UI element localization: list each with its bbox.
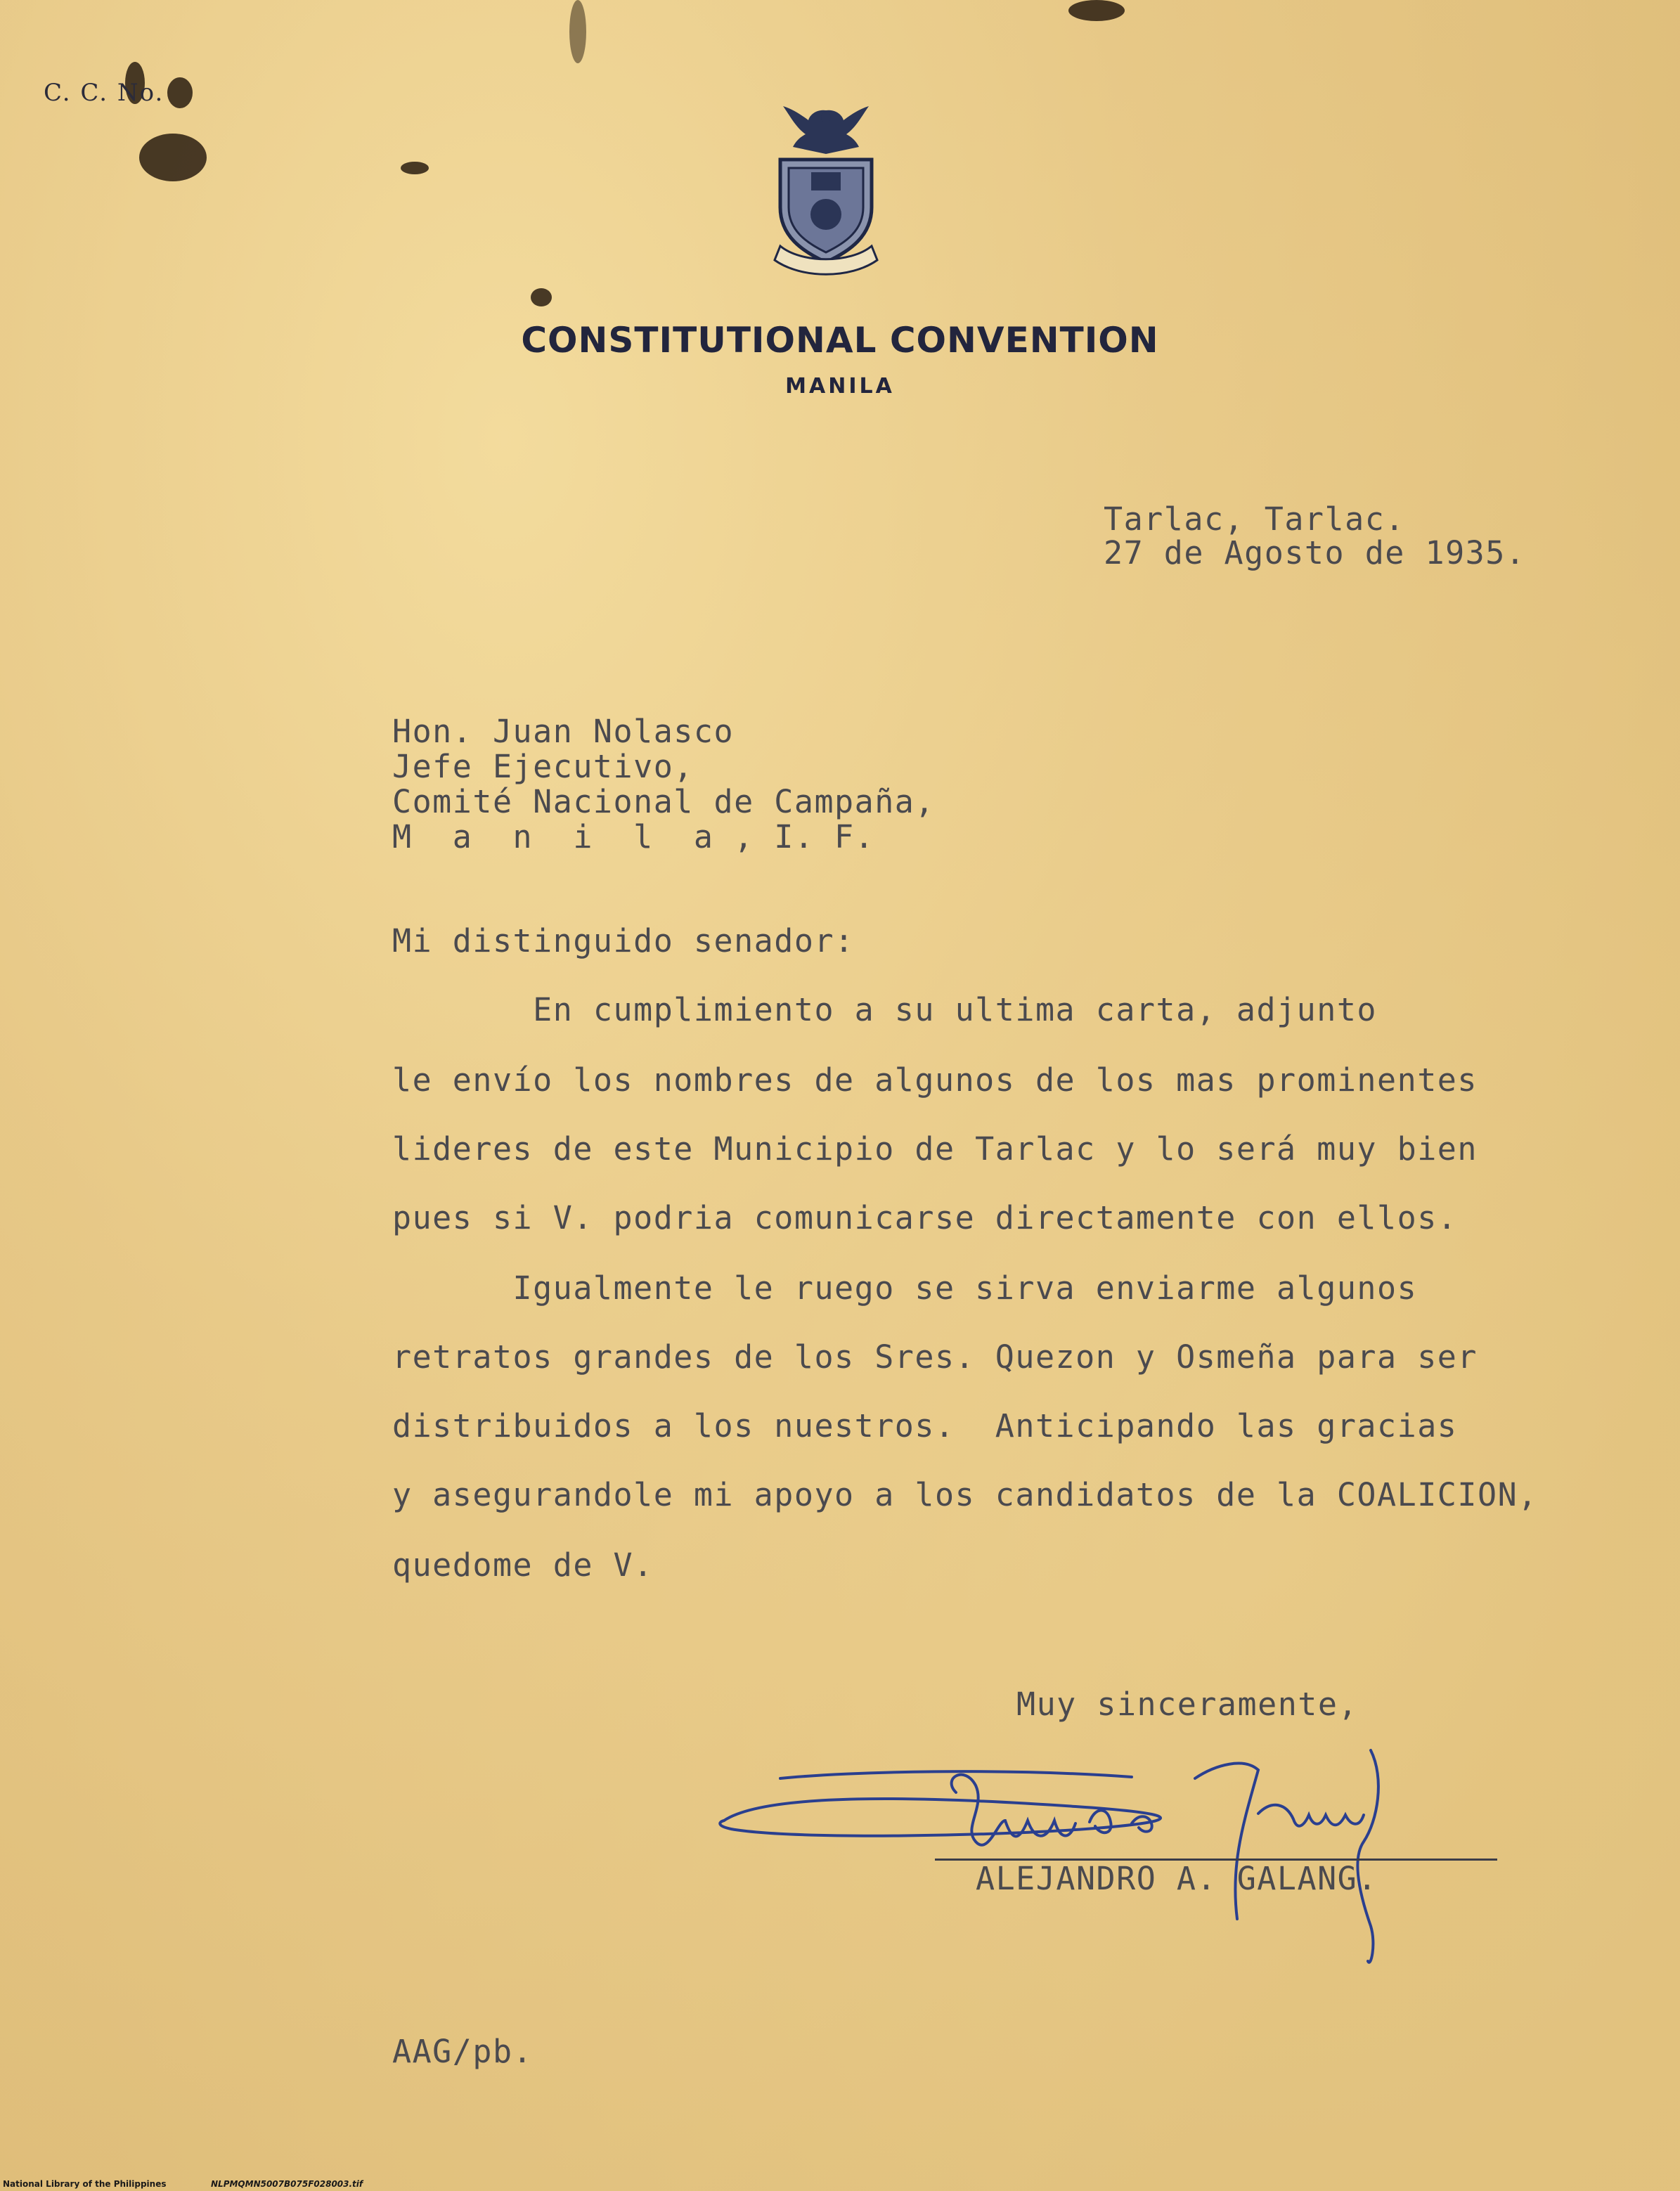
body-line: lideres de este Municipio de Tarlac y lo será muy bien xyxy=(392,1130,1478,1168)
ink-stain xyxy=(569,0,586,63)
ink-stain xyxy=(139,134,207,181)
body-line: Igualmente le ruego se sirva enviarme algunos xyxy=(392,1269,1418,1307)
body-line: pues si V. podria comunicarse directamente con ellos. xyxy=(392,1199,1458,1236)
handwritten-signature xyxy=(710,1736,1497,1968)
body-line: quedome de V. xyxy=(392,1546,654,1584)
seal-emblem-icon xyxy=(759,102,893,281)
signatory-name: ALEJANDRO A. GALANG. xyxy=(976,1860,1378,1897)
archive-library-label: National Library of the Philippines xyxy=(3,2179,167,2189)
cc-number-label: C. C. No. xyxy=(44,79,164,107)
dateline-place: Tarlac, Tarlac. xyxy=(1104,500,1405,538)
body-line: En cumplimiento a su ultima carta, adjunto xyxy=(392,991,1378,1028)
ink-stain xyxy=(401,162,429,174)
recipient-title: Jefe Ejecutivo, xyxy=(392,748,694,785)
reference-initials: AAG/pb. xyxy=(392,2033,534,2070)
salutation: Mi distinguido senador: xyxy=(392,922,855,959)
body-line: le envío los nombres de algunos de los mas prominentes xyxy=(392,1061,1478,1099)
organization-name: CONSTITUTIONAL CONVENTION xyxy=(521,320,1159,361)
ink-stain xyxy=(167,77,193,108)
ink-stain xyxy=(1068,0,1125,21)
recipient-organization: Comité Nacional de Campaña, xyxy=(392,783,935,820)
body-line: y asegurandole mi apoyo a los candidatos de la COALICION, xyxy=(392,1476,1538,1513)
dateline-date: 27 de Agosto de 1935. xyxy=(1104,534,1526,571)
recipient-city: M a n i l a , I. F. xyxy=(392,818,875,855)
ink-stain xyxy=(531,288,552,306)
organization-city: MANILA xyxy=(785,374,895,399)
recipient-name: Hon. Juan Nolasco xyxy=(392,713,735,750)
body-line: retratos grandes de los Sres. Quezon y Osmeña para ser xyxy=(392,1338,1478,1376)
closing: Muy sinceramente, xyxy=(1016,1686,1359,1723)
archive-file-id: NLPMQMN5007B075F028003.tif xyxy=(211,2179,363,2189)
body-line: distribuidos a los nuestros. Anticipando las gracias xyxy=(392,1407,1458,1444)
